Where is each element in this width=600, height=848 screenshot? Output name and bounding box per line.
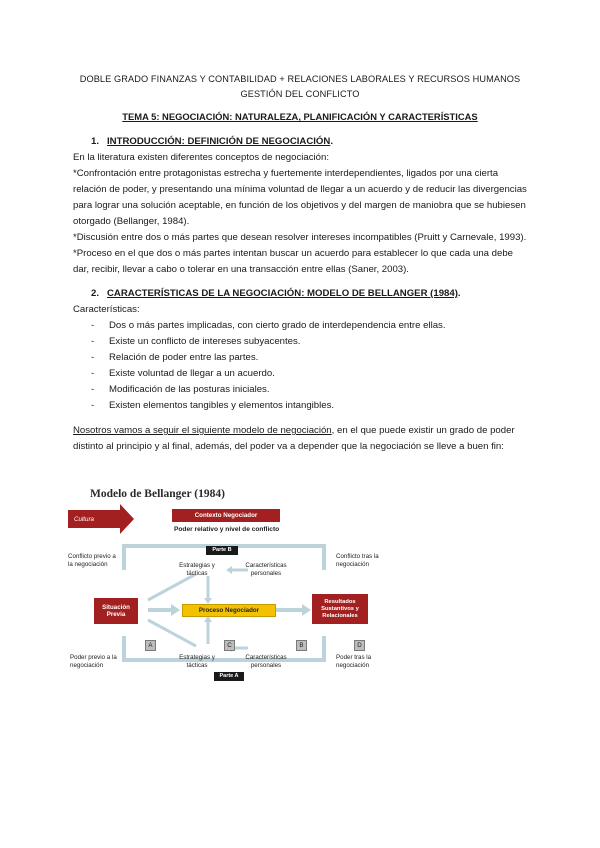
list-item: - Existen elementos tangibles y elementos intangibles.	[91, 398, 527, 414]
model-rest-text: , en el que puede existir un grado de poder distinto al principio y al final, además, del poder va a depender que la negociación se lleve a buen fin:	[73, 425, 515, 452]
list-item: - Dos o más partes implicadas, con cierto grado de interdependencia entre ellas.	[91, 318, 527, 334]
estrategias-top-label: Estrategias y tácticas	[179, 562, 215, 577]
poder-relativo-label: Poder relativo y nivel de conflicto	[174, 526, 280, 533]
section-2-number: 2.	[91, 288, 100, 299]
parte-b-box: Parte B	[206, 546, 238, 555]
list-item: - Relación de poder entre las partes.	[91, 350, 527, 366]
poder-tras-label: Poder tras la negociación	[336, 654, 372, 669]
section-1-number: 1.	[91, 136, 100, 147]
label-c-box: C	[224, 640, 235, 651]
document-header	[73, 72, 527, 101]
header-line-2: GESTIÓN DEL CONFLICTO	[240, 88, 360, 99]
caracteristicas-bottom-label: Características personales	[245, 654, 287, 669]
estrategias-bottom-label: Estrategias y tácticas	[179, 654, 215, 669]
proceso-negociador-box: Proceso Negociador	[182, 604, 276, 617]
label-a-box: A	[145, 640, 156, 651]
caracteristicas-top-label: Características personales	[245, 562, 287, 577]
poder-previo-label: Poder previo a la negociación	[70, 654, 117, 669]
list-item: - Existe voluntad de llegar a un acuerdo.	[91, 366, 527, 382]
definition-3: *Proceso en el que dos o más partes intentan buscar un acuerdo para establecer lo que cada una debe dar, recibir, llevar a cabo o tolerar en una transacción entre ellas (Saner, 2003).	[73, 248, 514, 275]
document-page	[73, 72, 527, 455]
label-d-box: D	[354, 640, 365, 651]
section-2-heading	[73, 286, 527, 302]
section-1-title: INTRODUCCIÓN: DEFINICIÓN DE NEGOCIACIÓN	[107, 136, 331, 147]
section-2-trail: .	[457, 288, 461, 299]
section-1-trail: .	[330, 136, 333, 147]
cultura-label: Cultura	[74, 515, 94, 523]
bellanger-model-diagram	[68, 488, 388, 683]
conflicto-previo-label: Conflicto previo a la negociación	[68, 553, 116, 568]
definition-2: *Discusión entre dos o más partes que desean resolver intereses incompatibles (Pruitt y Carnevale, 1993).	[73, 232, 527, 243]
label-b-box: B	[296, 640, 307, 651]
tema-title: TEMA 5: NEGOCIACIÓN: NATURALEZA, PLANIFICACIÓN Y CARACTERÍSTICAS	[122, 111, 478, 122]
list-item: - Modificación de las posturas iniciales.	[91, 382, 527, 398]
definition-1: *Confrontación entre protagonistas estrecha y fuertemente interdependientes, ligados por una cierta relación de poder, y presentando una mínima voluntad de llegar a un acuerdo y de reducir las divergencias para lograr una solución aceptable, en función de los objetivos y del margen de maniobra que se hubiesen otorgado (Bellanger, 1984).	[73, 168, 527, 227]
header-line-1: DOBLE GRADO FINANZAS Y CONTABILIDAD + RELACIONES LABORALES Y RECURSOS HUMANOS	[79, 74, 521, 84]
conflicto-tras-label: Conflicto tras la negociación	[336, 553, 379, 568]
contexto-negociador-box: Contexto Negociador	[172, 509, 280, 522]
model-link-text: Nosotros vamos a seguir el siguiente modelo de negociación	[73, 425, 332, 436]
diagram-title: Modelo de Bellanger (1984)	[90, 488, 225, 500]
model-paragraph	[73, 423, 527, 455]
list-item: - Existe un conflicto de intereses subyacentes.	[91, 334, 527, 350]
section-2-intro: Características:	[73, 304, 140, 315]
section-1-heading	[73, 134, 527, 150]
resultados-box: Resultados Sustantivos y Relacionales	[312, 594, 368, 624]
parte-a-box: Parte A	[214, 672, 244, 681]
situacion-previa-box: Situación Previa	[94, 598, 138, 624]
section-1-intro: En la literatura existen diferentes conceptos de negociación:	[73, 152, 329, 163]
characteristics-list	[73, 318, 527, 414]
section-2-title: CARACTERÍSTICAS DE LA NEGOCIACIÓN: MODELO DE BELLANGER (1984)	[107, 288, 458, 299]
